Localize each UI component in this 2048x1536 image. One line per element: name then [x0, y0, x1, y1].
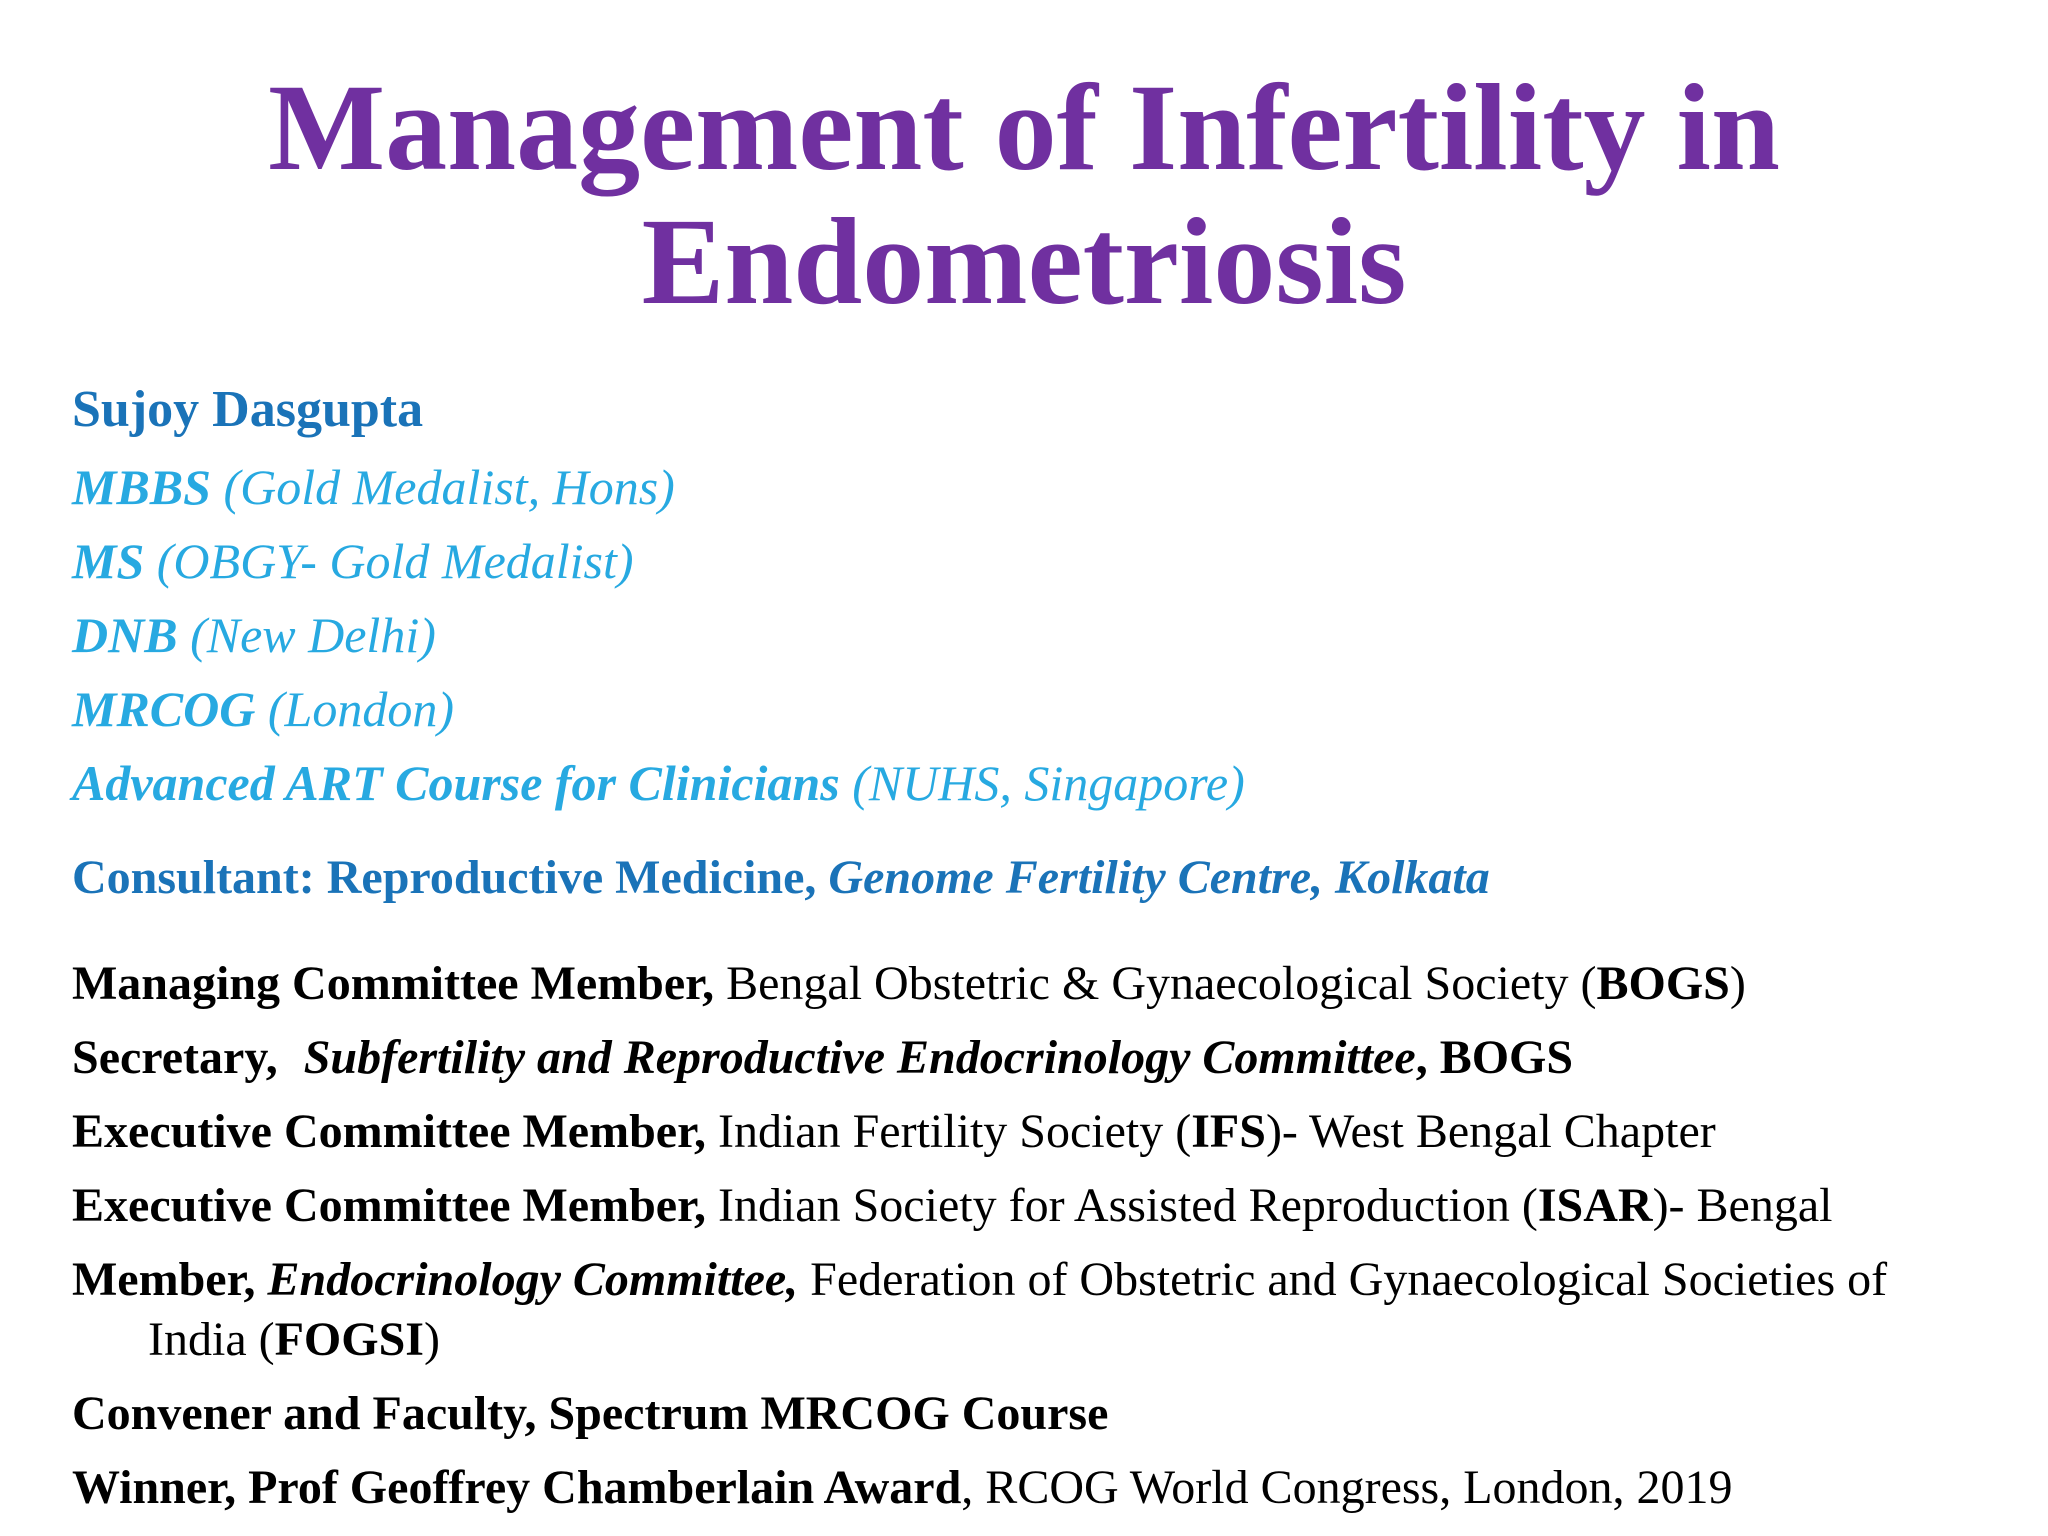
qualification-degree: MRCOG — [72, 681, 256, 737]
role-org-suffix: )- West Bengal Chapter — [1265, 1105, 1716, 1158]
role-title: Convener and Faculty, Spectrum MRCOG Course — [72, 1387, 1109, 1440]
qualification-degree: MS — [72, 533, 145, 589]
role-org: , RCOG World Congress, London, 2019 — [961, 1461, 1733, 1514]
qualification-item — [72, 532, 634, 590]
role-org-suffix: ) — [423, 1313, 440, 1366]
qualification-degree: Advanced ART Course for Clinicians — [72, 755, 840, 811]
role-org-abbr: IFS — [1191, 1105, 1266, 1158]
qualification-degree: MBBS — [72, 459, 211, 515]
consultant-label: Consultant: Reproductive Medicine, — [72, 851, 817, 904]
role-org: India ( — [148, 1313, 275, 1366]
role-line — [72, 1252, 1887, 1307]
role-org-suffix: )- Bengal — [1652, 1179, 1833, 1232]
role-org: Federation of Obstetric and Gynaecological Societies of — [798, 1253, 1888, 1306]
qualification-detail: (London) — [267, 681, 454, 737]
slide-title-line-2: Endometriosis — [641, 193, 1407, 330]
role-org: Indian Fertility Society ( — [705, 1105, 1192, 1158]
qualification-item — [72, 680, 454, 738]
role-org-abbr: FOGSI — [274, 1313, 424, 1366]
role-line — [72, 1030, 1573, 1085]
slide-title-line-1: Management of Infertility in — [268, 59, 1780, 196]
role-org-suffix: ) — [1729, 957, 1746, 1010]
role-line — [72, 1178, 1833, 1233]
qualification-item — [72, 754, 1245, 812]
role-org: Indian Society for Assisted Reproduction ( — [705, 1179, 1538, 1232]
qualification-item — [72, 458, 675, 516]
role-line — [72, 1104, 1716, 1159]
qualification-detail: (OBGY- Gold Medalist) — [156, 533, 634, 589]
qualification-item — [72, 606, 436, 664]
consultant-place: Genome Fertility Centre, Kolkata — [828, 851, 1490, 904]
author-name: Sujoy Dasgupta — [72, 381, 424, 438]
role-title: Executive Committee Member, — [72, 1105, 706, 1158]
role-org-abbr: BOGS — [1596, 957, 1730, 1010]
role-line — [72, 1460, 1733, 1515]
role-line — [72, 956, 1746, 1011]
role-title: Secretary, — [72, 1031, 278, 1084]
role-title: Winner, Prof Geoffrey Chamberlain Award — [72, 1461, 962, 1514]
role-committee: Subfertility and Reproductive Endocrinology Committee — [303, 1031, 1416, 1084]
qualification-degree: DNB — [72, 607, 178, 663]
qualification-detail: (NUHS, Singapore) — [852, 755, 1245, 811]
qualification-detail: (New Delhi) — [190, 607, 436, 663]
role-title: Managing Committee Member, — [72, 957, 715, 1010]
role-committee: Endocrinology Committee, — [267, 1253, 799, 1306]
role-org-abbr: , BOGS — [1415, 1031, 1574, 1084]
role-line-continuation — [148, 1312, 440, 1367]
qualification-detail: (Gold Medalist, Hons) — [223, 459, 675, 515]
role-org: Bengal Obstetric & Gynaecological Society ( — [714, 957, 1597, 1010]
role-org-abbr: ISAR — [1537, 1179, 1653, 1232]
role-title: Executive Committee Member, — [72, 1179, 706, 1232]
role-title: Member, — [72, 1253, 256, 1306]
role-line — [72, 1386, 1108, 1441]
consultant-line — [72, 850, 1490, 905]
